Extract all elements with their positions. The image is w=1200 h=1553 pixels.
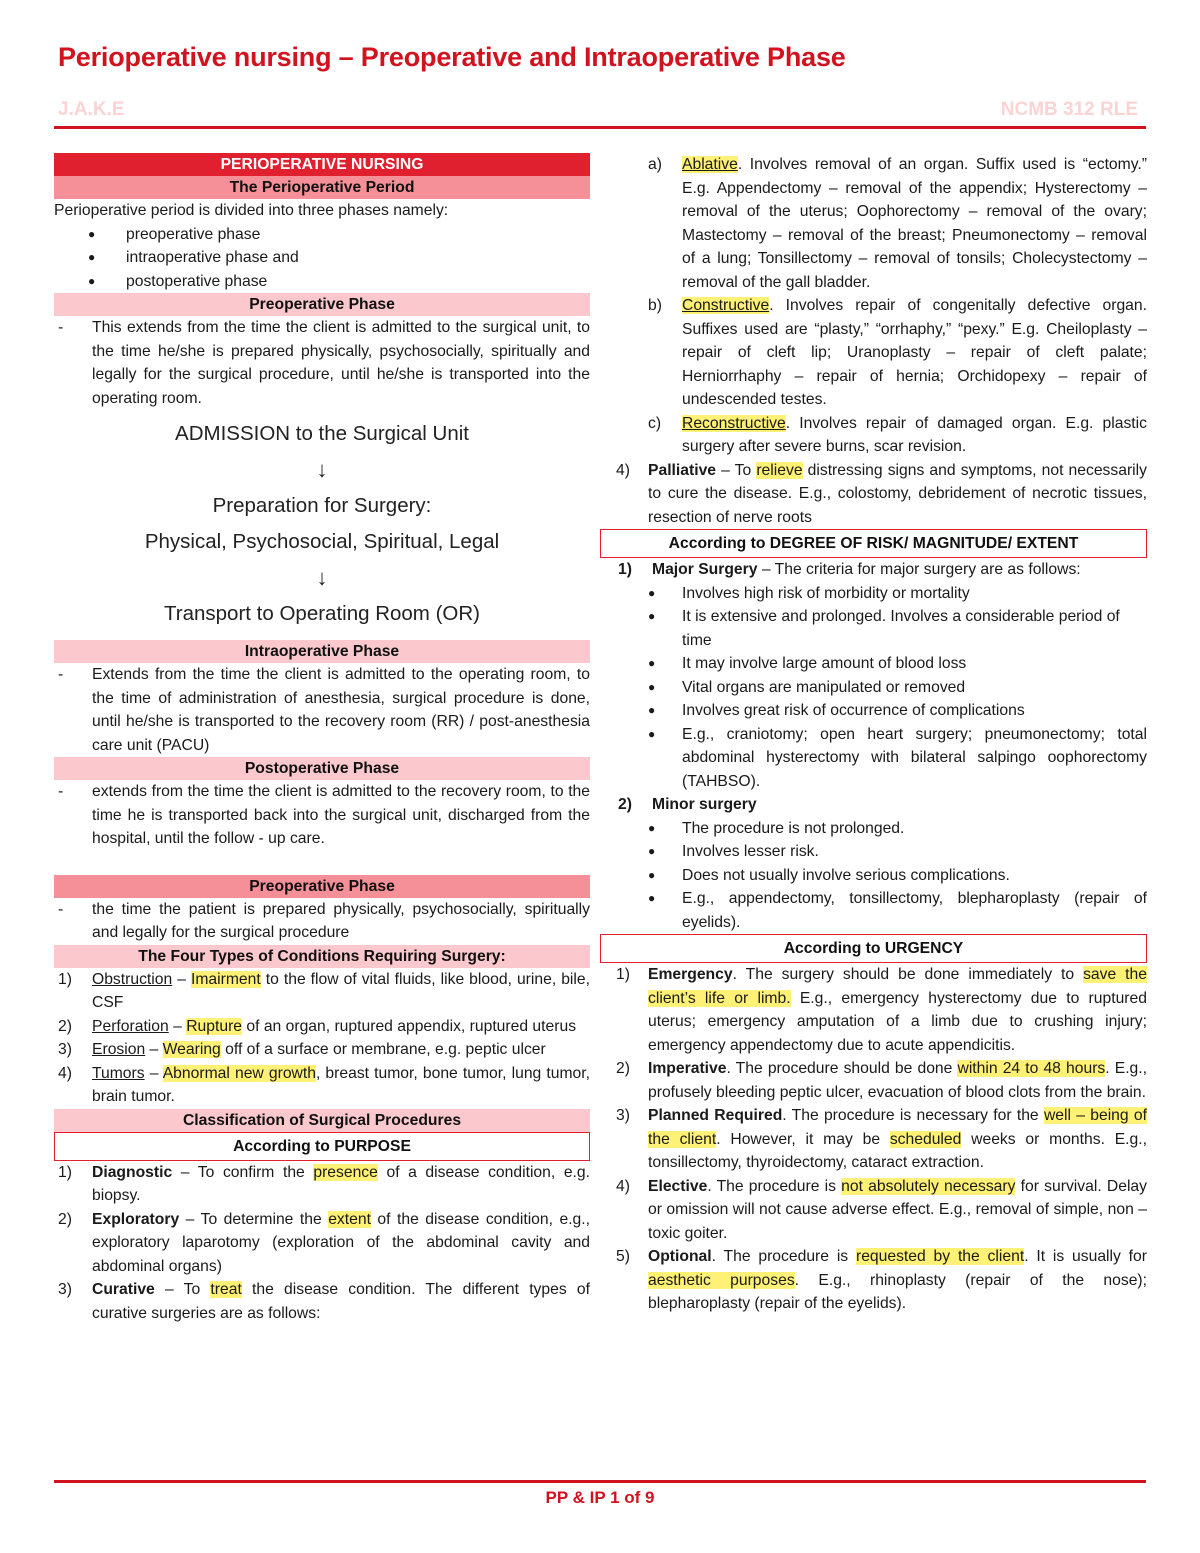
intraop-description: - Extends from the time the client is admitted to the operating room, to the time of administration of anesthesia, surgical procedure is done, until he/she is transported to the recovery room (RR) / post-anesthesia care unit (PACU) bbox=[58, 666, 590, 754]
list-item: ● E.g., craniotomy; open heart surgery; pneumonectomy; total abdominal hysterectomy with bilateral salpingo oophorectomy (TAHBSO). bbox=[600, 723, 1147, 794]
list-item: 5) Optional. The procedure is requested by the client. It is usually for aesthetic purposes. E.g., rhinoplasty (repair of the nose); blepharoplasty (repair of the eyelids). bbox=[616, 1248, 1147, 1312]
heading-according-to-risk: According to DEGREE OF RISK/ MAGNITUDE/ EXTENT bbox=[600, 529, 1147, 558]
list-item: b) Constructive. Involves repair of congenitally defective organ. Suffixes used are “plasty,” “orrhaphy,” “pexy.” E.g. Cheiloplasty – repair of cleft lip; Uranoplasty – repair of cleft palate; Herniorrhaphy – repair of hernia; Orchidopexy – repair of undescended testes. bbox=[648, 297, 1147, 408]
list-item: ● intraoperative phase and bbox=[54, 246, 590, 270]
list-item: 3) Planned Required. The procedure is necessary for the well – being of the client. However, it may be scheduled weeks or months. E.g., tonsillectomy, thyroidectomy, cataract extraction. bbox=[616, 1107, 1147, 1171]
heading-preoperative-phase-2: Preoperative Phase bbox=[54, 875, 590, 898]
list-item: ● Involves high risk of morbidity or mortality bbox=[600, 582, 1147, 606]
left-column bbox=[54, 153, 590, 1325]
bullet-icon: ● bbox=[648, 703, 656, 717]
bullet-icon: ● bbox=[648, 679, 656, 694]
right-column bbox=[600, 153, 1147, 1316]
list-item: a) Ablative. Involves removal of an organ. Suffix used is “ectomy.” E.g. Appendectomy – removal of the appendix; Hysterectomy – removal of the uterus; Oophorectomy – removal of the ovary; Mastectomy – removal of the breast; Pneumonectomy – removal of a lung; Tonsillectomy – removal of tonsils; Cholecystectomy – removal of the gall bladder. bbox=[648, 156, 1147, 291]
flow-step-preparation: Preparation for Surgery: bbox=[212, 494, 432, 517]
bullet-icon: ● bbox=[88, 273, 96, 288]
list-item: ● Vital organs are manipulated or removed bbox=[600, 676, 1147, 700]
section-heading-perioperative: PERIOPERATIVE NURSING bbox=[54, 153, 590, 176]
bullet-icon: ● bbox=[648, 891, 656, 905]
list-item: ● Involves great risk of occurrence of complications bbox=[600, 699, 1147, 723]
bullet-icon: ● bbox=[88, 226, 96, 241]
down-arrow-icon: ↓ bbox=[316, 565, 328, 590]
bullet-icon: ● bbox=[648, 820, 656, 835]
page-title: Perioperative nursing – Preoperative and Intraoperative Phase bbox=[58, 42, 846, 72]
list-item: c) Reconstructive. Involves repair of damaged organ. E.g. plastic surgery after severe burns, scar revision. bbox=[648, 414, 1147, 455]
list-item: ● E.g., appendectomy, tonsillectomy, blepharoplasty (repair of eyelids). bbox=[600, 887, 1147, 934]
list-item: 2) Exploratory – To determine the extent of the disease condition, e.g., exploratory laparotomy (exploration of the abdominal cavity and abdominal organs) bbox=[58, 1210, 590, 1275]
heading-classification: Classification of Surgical Procedures bbox=[54, 1109, 590, 1132]
bullet-icon: ● bbox=[88, 250, 96, 264]
preop-flowchart bbox=[54, 416, 590, 632]
author-tag: J.A.K.E bbox=[58, 99, 125, 120]
bullet-icon: ● bbox=[648, 585, 656, 600]
course-code: NCMB 312 RLE bbox=[1000, 99, 1138, 120]
bullet-icon: ● bbox=[648, 726, 656, 741]
list-item: 3) Curative – To treat the disease condition. The different types of curative surgeries are as follows: bbox=[58, 1281, 590, 1322]
list-item: ● postoperative phase bbox=[54, 270, 590, 294]
heading-according-to-urgency: According to URGENCY bbox=[600, 934, 1147, 963]
list-item: 4) Elective. The procedure is not absolutely necessary for survival. Delay or omission will not cause adverse effect. E.g., removal of simple, non – toxic goiter. bbox=[616, 1177, 1147, 1242]
list-item: 3) Erosion – Wearing off of a surface or membrane, e.g. peptic ulcer bbox=[58, 1041, 546, 1058]
heading-intraoperative-phase: Intraoperative Phase bbox=[54, 640, 590, 663]
flow-step-transport: Transport to Operating Room (OR) bbox=[164, 602, 480, 625]
bullet-icon: ● bbox=[648, 656, 656, 670]
list-item: ● It is extensive and prolonged. Involves a considerable period of time bbox=[600, 605, 1147, 652]
heading-according-to-purpose: According to PURPOSE bbox=[54, 1132, 590, 1161]
list-item: ● The procedure is not prolonged. bbox=[600, 817, 1147, 841]
bullet-icon: ● bbox=[648, 609, 656, 623]
postop-description: - extends from the time the client is admitted to the recovery room, to the time he is transported back into the surgical unit, discharged from the hospital, until the follow - up care. bbox=[58, 783, 590, 847]
list-item: 4) Tumors – Abnormal new growth, breast tumor, bone tumor, lung tumor, brain tumor. bbox=[58, 1064, 590, 1105]
bullet-icon: ● bbox=[648, 844, 656, 858]
list-item: 2) Imperative. The procedure should be done within 24 to 48 hours. E.g., profusely bleeding peptic ulcer, evacuation of blood clots from the brain. bbox=[616, 1060, 1147, 1101]
list-item: 4) Palliative – To relieve distressing signs and symptoms, not necessarily to cure the disease. E.g., colostomy, debridement of necrotic tissues, resection of nerve roots bbox=[616, 461, 1147, 526]
list-item: 1) Major Surgery – The criteria for major surgery are as follows: bbox=[618, 561, 1081, 578]
flow-step-preparation-detail: Physical, Psychosocial, Spiritual, Legal bbox=[144, 530, 500, 553]
list-item: ● Involves lesser risk. bbox=[600, 840, 1147, 864]
heading-perioperative-period: The Perioperative Period bbox=[54, 176, 590, 199]
header-divider bbox=[54, 126, 1146, 129]
heading-preoperative-phase: Preoperative Phase bbox=[54, 293, 590, 316]
list-item: ● It may involve large amount of blood loss bbox=[600, 652, 1147, 676]
list-item: 2) Minor surgery bbox=[618, 796, 757, 813]
list-item: 1) Obstruction – Imairment to the flow of vital fluids, like blood, urine, bile, CSF bbox=[58, 970, 590, 1011]
list-item: 1) Diagnostic – To confirm the presence of a disease condition, e.g. biopsy. bbox=[58, 1163, 590, 1204]
list-item: 1) Emergency. The surgery should be done immediately to save the client’s life or limb. E.g., emergency hysterectomy due to ruptured uterus; emergency amputation of a limb due to crushing injury; emergency appendectomy due to acute appendicitis. bbox=[616, 966, 1147, 1054]
period-intro: Perioperative period is divided into three phases namely: bbox=[54, 202, 449, 219]
page-number: PP & IP 1 of 9 bbox=[545, 1488, 655, 1507]
list-item: 2) Perforation – Rupture of an organ, ruptured appendix, ruptured uterus bbox=[58, 1017, 577, 1035]
down-arrow-icon: ↓ bbox=[316, 457, 328, 482]
flow-step-admission: ADMISSION to the Surgical Unit bbox=[175, 422, 469, 445]
list-item: ● preoperative phase bbox=[54, 223, 590, 247]
bullet-icon: ● bbox=[648, 867, 656, 882]
heading-conditions: The Four Types of Conditions Requiring Surgery: bbox=[54, 945, 590, 968]
footer-divider bbox=[54, 1480, 1146, 1483]
list-item: ● Does not usually involve serious complications. bbox=[600, 864, 1147, 888]
heading-postoperative-phase: Postoperative Phase bbox=[54, 757, 590, 780]
preop-description: - This extends from the time the client is admitted to the surgical unit, to the time he/she is prepared physically, psychosocially, spiritually and legally for the surgical procedure, until he/she is transported into the operating room. bbox=[58, 319, 590, 407]
preop2-description: - the time the patient is prepared physically, psychosocially, spiritually and legally for the surgical procedure bbox=[58, 900, 590, 941]
